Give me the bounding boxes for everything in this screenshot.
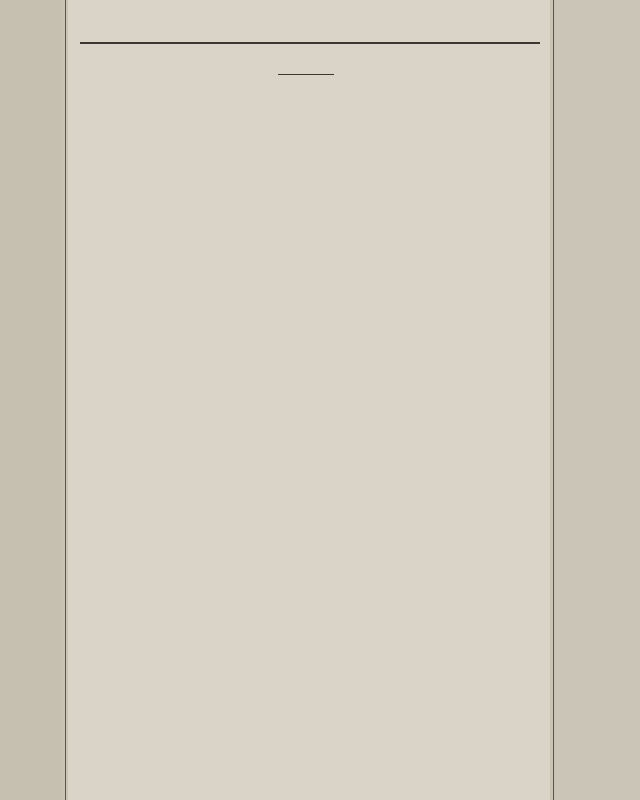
proclamation-column [68,0,550,800]
left-column-fragment [0,0,62,800]
top-line [82,0,538,12]
column-rule-right [553,0,554,800]
proclamation-heading [82,52,538,70]
column-rule-left [65,0,66,800]
section-divider [80,42,540,44]
heading-rule [278,74,334,75]
right-column-fragment [556,0,640,800]
source-credit [208,16,528,32]
